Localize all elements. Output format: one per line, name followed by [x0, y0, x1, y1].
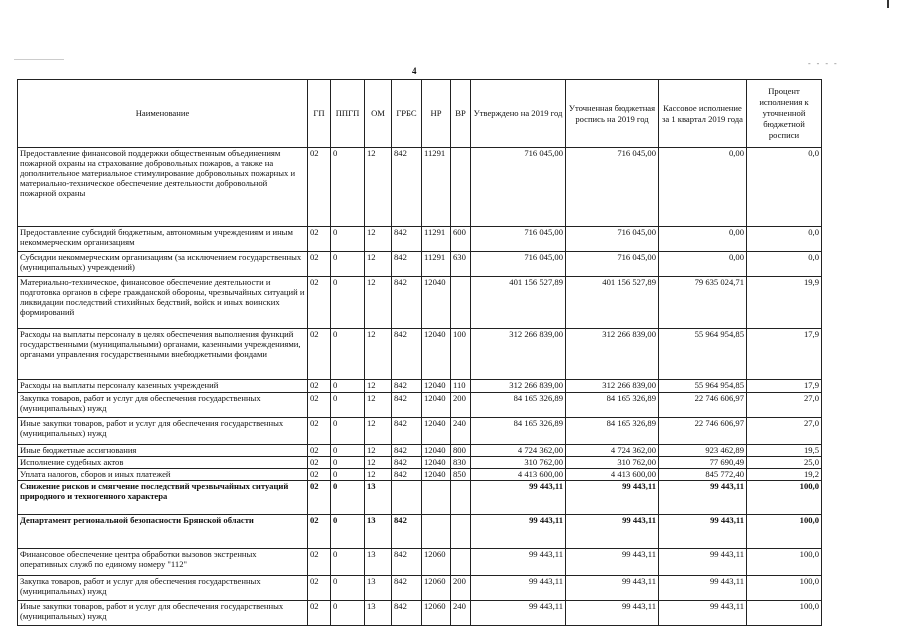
cell-nr: 12060: [422, 601, 451, 626]
cell-gp: 02: [308, 393, 331, 418]
col-header-percent: Процент исполнения к уточненной бюджетной росписи: [747, 80, 822, 148]
cell-name: Исполнение судебных актов: [18, 457, 308, 469]
table-row: [18, 148, 822, 227]
col-header-cash: Кассовое исполнение за 1 квартал 2019 года: [659, 80, 747, 148]
cell-approved: 99 443,11: [471, 515, 566, 549]
cell-om: 12: [365, 457, 392, 469]
cell-grbs: 842: [392, 469, 422, 481]
cell-name: Иные бюджетные ассигнования: [18, 445, 308, 457]
cell-approved: 716 045,00: [471, 252, 566, 277]
cell-om: 12: [365, 380, 392, 393]
cell-grbs: 842: [392, 277, 422, 329]
cell-approved: 310 762,00: [471, 457, 566, 469]
table-row: [18, 418, 822, 445]
table-row: [18, 601, 822, 626]
cell-grbs: 842: [392, 576, 422, 601]
cell-approved: 99 443,11: [471, 481, 566, 515]
cell-nr: 12040: [422, 469, 451, 481]
cell-gp: 02: [308, 549, 331, 576]
cell-name: Материально-техническое, финансовое обеспечение деятельности и подготовка органов в сфере гражданской обороны, чрезвычайных ситуаций и ликвидации последствий стихийных бедствий, войск и иных воинских формирований: [18, 277, 308, 329]
cell-cash: 99 443,11: [659, 601, 747, 626]
cell-ppgp: 0: [331, 227, 365, 252]
cell-name: Уплата налогов, сборов и иных платежей: [18, 469, 308, 481]
cell-ppgp: 0: [331, 469, 365, 481]
cell-nr: 11291: [422, 148, 451, 227]
cell-name: Предоставление финансовой поддержки общественным объединениям пожарной охраны на страхование добровольных пожаров, а также на дополнительное материальное стимулирование добровольных пожарных и материально-техническое обеспечение деятельности добровольной пожарной охраны: [18, 148, 308, 227]
cell-grbs: 842: [392, 393, 422, 418]
scan-artifact: - - - -: [808, 59, 839, 68]
table-row: [18, 515, 822, 549]
col-header-nr: НР: [422, 80, 451, 148]
cell-grbs: 842: [392, 418, 422, 445]
page-number: 4: [412, 66, 417, 76]
cell-om: 13: [365, 481, 392, 515]
cell-refined: 4 724 362,00: [566, 445, 659, 457]
cell-om: 12: [365, 148, 392, 227]
cell-refined: 99 443,11: [566, 481, 659, 515]
cell-percent: 100,0: [747, 601, 822, 626]
cell-vr: [451, 481, 471, 515]
table-header-row: [18, 80, 822, 148]
cell-om: 13: [365, 515, 392, 549]
cell-ppgp: 0: [331, 277, 365, 329]
cell-vr: [451, 549, 471, 576]
cell-nr: 11291: [422, 252, 451, 277]
cell-refined: 99 443,11: [566, 576, 659, 601]
cell-om: 13: [365, 601, 392, 626]
cell-refined: 84 165 326,89: [566, 418, 659, 445]
scan-artifact: [14, 59, 64, 60]
cell-approved: 401 156 527,89: [471, 277, 566, 329]
col-header-ppgp: ППГП: [331, 80, 365, 148]
cell-om: 12: [365, 329, 392, 380]
cell-percent: 100,0: [747, 576, 822, 601]
table-row: [18, 277, 822, 329]
cell-vr: 200: [451, 576, 471, 601]
col-header-name: Наименование: [18, 80, 308, 148]
cell-nr: [422, 515, 451, 549]
cell-ppgp: 0: [331, 515, 365, 549]
cell-percent: 19,9: [747, 277, 822, 329]
cell-name: Расходы на выплаты персоналу казенных учреждений: [18, 380, 308, 393]
cell-ppgp: 0: [331, 252, 365, 277]
table-row: [18, 329, 822, 380]
cell-gp: 02: [308, 227, 331, 252]
cell-name: Закупка товаров, работ и услуг для обеспечения государственных (муниципальных) нужд: [18, 393, 308, 418]
cell-percent: 27,0: [747, 393, 822, 418]
cell-ppgp: 0: [331, 481, 365, 515]
cell-approved: 99 443,11: [471, 576, 566, 601]
cell-grbs: 842: [392, 227, 422, 252]
cell-name: Закупка товаров, работ и услуг для обеспечения государственных (муниципальных) нужд: [18, 576, 308, 601]
cell-cash: 845 772,40: [659, 469, 747, 481]
cell-ppgp: 0: [331, 576, 365, 601]
cell-gp: 02: [308, 601, 331, 626]
cell-approved: 99 443,11: [471, 549, 566, 576]
cell-grbs: 842: [392, 148, 422, 227]
cell-vr: 800: [451, 445, 471, 457]
table-row: [18, 393, 822, 418]
cell-vr: 100: [451, 329, 471, 380]
cell-ppgp: 0: [331, 148, 365, 227]
cell-approved: 84 165 326,89: [471, 393, 566, 418]
cell-gp: 02: [308, 515, 331, 549]
cell-ppgp: 0: [331, 549, 365, 576]
cell-refined: 84 165 326,89: [566, 393, 659, 418]
cell-grbs: 842: [392, 601, 422, 626]
cell-refined: 716 045,00: [566, 252, 659, 277]
cell-vr: 600: [451, 227, 471, 252]
cell-approved: 716 045,00: [471, 227, 566, 252]
cell-om: 12: [365, 227, 392, 252]
cell-ppgp: 0: [331, 457, 365, 469]
cell-ppgp: 0: [331, 380, 365, 393]
cell-refined: 4 413 600,00: [566, 469, 659, 481]
table-row: [18, 445, 822, 457]
cell-name: Снижение рисков и смягчение последствий чрезвычайных ситуаций природного и техногенного характера: [18, 481, 308, 515]
cell-gp: 02: [308, 418, 331, 445]
cell-percent: 0,0: [747, 252, 822, 277]
cell-nr: 12060: [422, 549, 451, 576]
cell-cash: 55 964 954,85: [659, 329, 747, 380]
cell-gp: 02: [308, 469, 331, 481]
cell-nr: 12040: [422, 393, 451, 418]
cell-refined: 312 266 839,00: [566, 380, 659, 393]
cell-om: 12: [365, 277, 392, 329]
cell-om: 12: [365, 445, 392, 457]
cell-cash: 79 635 024,71: [659, 277, 747, 329]
cell-name: Финансовое обеспечение центра обработки вызовов экстренных оперативных служб по единому номеру "112": [18, 549, 308, 576]
cell-nr: 12040: [422, 418, 451, 445]
cell-vr: [451, 277, 471, 329]
cell-name: Субсидии некоммерческим организациям (за исключением государственных (муниципальных) учреждений): [18, 252, 308, 277]
cell-om: 12: [365, 393, 392, 418]
cell-nr: [422, 481, 451, 515]
cell-refined: 99 443,11: [566, 515, 659, 549]
cell-name: Иные закупки товаров, работ и услуг для обеспечения государственных (муниципальных) нужд: [18, 601, 308, 626]
cell-vr: 110: [451, 380, 471, 393]
cell-om: 13: [365, 576, 392, 601]
cell-om: 12: [365, 469, 392, 481]
cell-percent: 17,9: [747, 380, 822, 393]
cell-gp: 02: [308, 277, 331, 329]
cell-vr: [451, 515, 471, 549]
cell-vr: 240: [451, 601, 471, 626]
cell-approved: 312 266 839,00: [471, 329, 566, 380]
cell-cash: 99 443,11: [659, 481, 747, 515]
edge-mark: [887, 0, 889, 8]
cell-percent: 0,0: [747, 148, 822, 227]
table-row: [18, 576, 822, 601]
cell-refined: 310 762,00: [566, 457, 659, 469]
cell-grbs: 842: [392, 445, 422, 457]
cell-nr: 12040: [422, 445, 451, 457]
cell-vr: 850: [451, 469, 471, 481]
cell-gp: 02: [308, 576, 331, 601]
table-row: [18, 380, 822, 393]
col-header-vr: ВР: [451, 80, 471, 148]
cell-ppgp: 0: [331, 393, 365, 418]
budget-table: [17, 79, 822, 626]
cell-cash: 55 964 954,85: [659, 380, 747, 393]
cell-nr: 12040: [422, 380, 451, 393]
cell-refined: 716 045,00: [566, 148, 659, 227]
cell-vr: 830: [451, 457, 471, 469]
col-header-gp: ГП: [308, 80, 331, 148]
cell-percent: 100,0: [747, 481, 822, 515]
cell-nr: 12040: [422, 329, 451, 380]
cell-cash: 0,00: [659, 148, 747, 227]
cell-gp: 02: [308, 445, 331, 457]
cell-cash: 0,00: [659, 227, 747, 252]
table-row: [18, 457, 822, 469]
cell-name: Расходы на выплаты персоналу в целях обеспечения выполнения функций государственными (муниципальными) органами, казенными учреждениями, органами управления государственными внебюджетными фондами: [18, 329, 308, 380]
table-row: [18, 469, 822, 481]
cell-ppgp: 0: [331, 329, 365, 380]
cell-percent: 100,0: [747, 515, 822, 549]
table-row: [18, 252, 822, 277]
cell-cash: 22 746 606,97: [659, 418, 747, 445]
cell-gp: 02: [308, 252, 331, 277]
cell-ppgp: 0: [331, 601, 365, 626]
cell-refined: 401 156 527,89: [566, 277, 659, 329]
cell-gp: 02: [308, 148, 331, 227]
col-header-approved: Утверждено на 2019 год: [471, 80, 566, 148]
table-row: [18, 549, 822, 576]
cell-approved: 4 724 362,00: [471, 445, 566, 457]
table-row: [18, 481, 822, 515]
cell-percent: 19,2: [747, 469, 822, 481]
cell-cash: 99 443,11: [659, 576, 747, 601]
cell-vr: 200: [451, 393, 471, 418]
cell-nr: 12040: [422, 277, 451, 329]
cell-vr: [451, 148, 471, 227]
cell-gp: 02: [308, 329, 331, 380]
cell-vr: 630: [451, 252, 471, 277]
cell-name: Предоставление субсидий бюджетным, автономным учреждениям и иным некоммерческим организациям: [18, 227, 308, 252]
cell-refined: 716 045,00: [566, 227, 659, 252]
cell-nr: 12060: [422, 576, 451, 601]
cell-grbs: 842: [392, 457, 422, 469]
cell-cash: 99 443,11: [659, 549, 747, 576]
cell-percent: 0,0: [747, 227, 822, 252]
table-row: [18, 227, 822, 252]
cell-approved: 312 266 839,00: [471, 380, 566, 393]
cell-grbs: 842: [392, 549, 422, 576]
cell-percent: 17,9: [747, 329, 822, 380]
cell-grbs: 842: [392, 380, 422, 393]
cell-grbs: 842: [392, 329, 422, 380]
col-header-refined: Уточненная бюджетная роспись на 2019 год: [566, 80, 659, 148]
cell-gp: 02: [308, 380, 331, 393]
cell-approved: 716 045,00: [471, 148, 566, 227]
cell-om: 12: [365, 418, 392, 445]
cell-grbs: 842: [392, 515, 422, 549]
cell-name: Иные закупки товаров, работ и услуг для обеспечения государственных (муниципальных) нужд: [18, 418, 308, 445]
cell-approved: 99 443,11: [471, 601, 566, 626]
cell-nr: 11291: [422, 227, 451, 252]
cell-cash: 22 746 606,97: [659, 393, 747, 418]
cell-ppgp: 0: [331, 418, 365, 445]
cell-percent: 27,0: [747, 418, 822, 445]
cell-cash: 0,00: [659, 252, 747, 277]
cell-refined: 312 266 839,00: [566, 329, 659, 380]
cell-grbs: 842: [392, 252, 422, 277]
cell-percent: 19,5: [747, 445, 822, 457]
cell-refined: 99 443,11: [566, 549, 659, 576]
cell-cash: 923 462,89: [659, 445, 747, 457]
cell-om: 13: [365, 549, 392, 576]
cell-cash: 99 443,11: [659, 515, 747, 549]
cell-percent: 25,0: [747, 457, 822, 469]
cell-refined: 99 443,11: [566, 601, 659, 626]
cell-gp: 02: [308, 481, 331, 515]
cell-grbs: [392, 481, 422, 515]
cell-approved: 4 413 600,00: [471, 469, 566, 481]
cell-percent: 100,0: [747, 549, 822, 576]
cell-nr: 12040: [422, 457, 451, 469]
cell-ppgp: 0: [331, 445, 365, 457]
cell-name: Департамент региональной безопасности Брянской области: [18, 515, 308, 549]
cell-gp: 02: [308, 457, 331, 469]
cell-vr: 240: [451, 418, 471, 445]
col-header-om: ОМ: [365, 80, 392, 148]
col-header-grbs: ГРБС: [392, 80, 422, 148]
cell-om: 12: [365, 252, 392, 277]
cell-cash: 77 690,49: [659, 457, 747, 469]
cell-approved: 84 165 326,89: [471, 418, 566, 445]
